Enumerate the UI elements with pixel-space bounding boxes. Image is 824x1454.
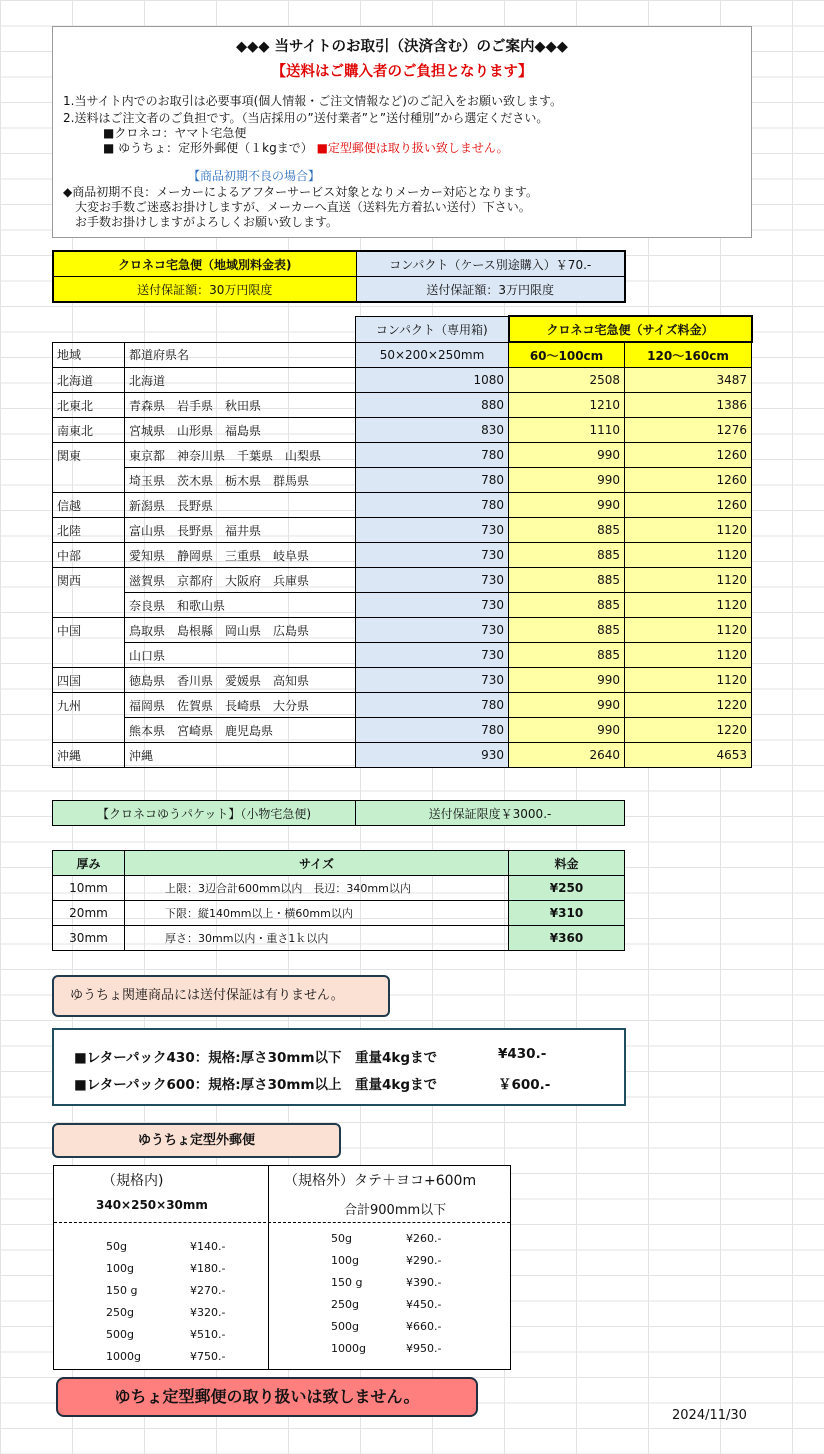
rate-row bbox=[53, 443, 752, 468]
teikei-title: ゆうちょ定型外郵便 bbox=[52, 1123, 341, 1158]
info-subtitle: 【送料はご購入者のご負担となります】 bbox=[271, 64, 533, 80]
rate-size-a: 885 bbox=[509, 643, 625, 668]
letterpack-box bbox=[52, 1028, 626, 1106]
header-size-a: 60～100cm bbox=[509, 342, 625, 368]
letterpack-430 bbox=[74, 1046, 547, 1066]
rate-region bbox=[53, 593, 125, 618]
packet-price: ¥250 bbox=[509, 876, 625, 901]
kuroneko-title: クロネコ宅急便（地域別料金表) bbox=[53, 251, 356, 277]
rate-size-b: 1276 bbox=[625, 418, 752, 443]
header-prefecture: 都道府県名 bbox=[125, 342, 356, 368]
teikei-out-price: ¥260.- bbox=[406, 1232, 442, 1245]
teikei-out-size: 合計900mm以下 bbox=[344, 1203, 447, 1218]
rate-prefectures: 沖縄 bbox=[125, 743, 356, 768]
rate-compact: 780 bbox=[356, 468, 509, 493]
rate-prefectures: 東京都 神奈川県 千葉県 山梨県 bbox=[125, 443, 356, 468]
rate-region bbox=[53, 643, 125, 668]
teikei-in-title: （規格内) bbox=[102, 1173, 164, 1189]
rate-size-b: 1120 bbox=[625, 668, 752, 693]
teikei-out-weight: 150 g bbox=[331, 1276, 363, 1289]
rate-prefectures: 愛知県 静岡県 三重県 岐阜県 bbox=[125, 543, 356, 568]
rate-size-b: 1220 bbox=[625, 718, 752, 743]
letterpack-430-price: ¥430.- bbox=[498, 1046, 547, 1062]
teikei-in-price: ¥140.- bbox=[190, 1240, 226, 1253]
letterpack-430-label: ■レターパック430：規格:厚さ30mm以下 重量4kgまで bbox=[74, 1050, 438, 1066]
rate-compact: 930 bbox=[356, 743, 509, 768]
rate-region: 関東 bbox=[53, 443, 125, 468]
teikei-in-weight: 50g bbox=[106, 1240, 127, 1253]
teikei-in-weight: 1000g bbox=[106, 1350, 141, 1363]
rate-size-a: 990 bbox=[509, 443, 625, 468]
packet-row bbox=[53, 876, 625, 901]
packet-price: ¥360 bbox=[509, 926, 625, 951]
rate-prefectures: 福岡県 佐賀県 長崎県 大分県 bbox=[125, 693, 356, 718]
packet-size: 厚さ：30mm以内・重さ1ｋ以内 bbox=[125, 926, 509, 951]
teikei-out-price: ¥450.- bbox=[406, 1298, 442, 1311]
teikei-in-weight: 150 g bbox=[106, 1284, 138, 1297]
teikei-out-weight: 1000g bbox=[331, 1342, 366, 1355]
rate-size-a: 2640 bbox=[509, 743, 625, 768]
rate-compact: 780 bbox=[356, 693, 509, 718]
info-line-1: 1.当サイト内でのお取引は必要事項(個人情報・ご注文情報など)のご記入をお願い致します。 bbox=[63, 94, 563, 108]
rate-region: 北東北 bbox=[53, 393, 125, 418]
rate-region: 中国 bbox=[53, 618, 125, 643]
packet-header-price: 料金 bbox=[509, 851, 625, 876]
rate-prefectures: 埼玉県 茨木県 栃木県 群馬県 bbox=[125, 468, 356, 493]
rate-region: 中部 bbox=[53, 543, 125, 568]
packet-header-size: サイズ bbox=[125, 851, 509, 876]
rate-size-b: 1120 bbox=[625, 518, 752, 543]
rate-size-a: 1210 bbox=[509, 393, 625, 418]
rate-row bbox=[53, 668, 752, 693]
rate-region: 九州 bbox=[53, 693, 125, 718]
rate-prefectures: 熊本県 宮崎県 鹿児島県 bbox=[125, 718, 356, 743]
letterpack-600 bbox=[74, 1073, 551, 1093]
rate-region: 南東北 bbox=[53, 418, 125, 443]
packet-size: 下限：縦140mm以上・横60mm以内 bbox=[125, 901, 509, 926]
rate-region: 四国 bbox=[53, 668, 125, 693]
info-line-2: 2.送料はご注文者のご負担です。（当店採用の”送付業者”と”送付種別”から選定ください。 bbox=[63, 111, 549, 125]
rate-size-b: 1260 bbox=[625, 443, 752, 468]
teikei-out-weight: 500g bbox=[331, 1320, 359, 1333]
header-compact: コンパクト（専用箱) bbox=[356, 316, 509, 342]
header-kuroneko: クロネコ宅急便（サイズ料金） bbox=[509, 316, 752, 342]
rate-row bbox=[53, 393, 752, 418]
info-line-7: 大変お手数ご迷惑お掛けしますが、メーカーへ直送（送料先方着払い送付）下さい。 bbox=[75, 200, 531, 214]
rate-compact: 1080 bbox=[356, 368, 509, 393]
rate-compact: 880 bbox=[356, 393, 509, 418]
rate-size-a: 885 bbox=[509, 568, 625, 593]
header-region: 地域 bbox=[53, 342, 125, 368]
rate-region bbox=[53, 718, 125, 743]
rate-size-b: 1260 bbox=[625, 493, 752, 518]
info-line-4 bbox=[103, 139, 509, 156]
rate-prefectures: 青森県 岩手県 秋田県 bbox=[125, 393, 356, 418]
date-label: 2024/11/30 bbox=[672, 1408, 747, 1423]
rate-row bbox=[53, 543, 752, 568]
packet-header bbox=[52, 800, 625, 826]
rate-size-a: 885 bbox=[509, 593, 625, 618]
rate-row bbox=[53, 418, 752, 443]
teikei-in-price: ¥180.- bbox=[190, 1262, 226, 1275]
packet-price: ¥310 bbox=[509, 901, 625, 926]
rate-compact: 730 bbox=[356, 643, 509, 668]
rate-row bbox=[53, 643, 752, 668]
teikei-in-weight: 500g bbox=[106, 1328, 134, 1341]
teikei-in-price: ¥510.- bbox=[190, 1328, 226, 1341]
rate-compact: 730 bbox=[356, 518, 509, 543]
rate-size-a: 1110 bbox=[509, 418, 625, 443]
teikei-in-price: ¥320.- bbox=[190, 1306, 226, 1319]
teikei-warning: ゆちょ定型郵便の取り扱いは致しません。 bbox=[56, 1377, 478, 1417]
teikei-in-size: 340×250×30mm bbox=[96, 1198, 208, 1212]
rate-prefectures: 富山県 長野県 福井県 bbox=[125, 518, 356, 543]
rate-size-a: 990 bbox=[509, 468, 625, 493]
teikei-out-weight: 50g bbox=[331, 1232, 352, 1245]
info-line-6: ◆商品初期不良：メーカーによるアフターサービス対象となりメーカー対応となります。 bbox=[63, 185, 538, 199]
letterpack-600-label: ■レターパック600：規格:厚さ30mm以上 重量4kgまで bbox=[74, 1077, 438, 1093]
packet-guarantee: 送付保証限度￥3000.- bbox=[356, 801, 625, 826]
teikei-box bbox=[53, 1165, 511, 1370]
rate-size-b: 1386 bbox=[625, 393, 752, 418]
rate-size-a: 990 bbox=[509, 668, 625, 693]
rate-compact: 730 bbox=[356, 593, 509, 618]
packet-row bbox=[53, 926, 625, 951]
letterpack-600-price: ￥600.- bbox=[498, 1077, 551, 1093]
rate-prefectures: 滋賀県 京都府 大阪府 兵庫県 bbox=[125, 568, 356, 593]
rate-size-a: 885 bbox=[509, 518, 625, 543]
rate-size-b: 4653 bbox=[625, 743, 752, 768]
rate-region: 信越 bbox=[53, 493, 125, 518]
packet-thickness: 30mm bbox=[53, 926, 125, 951]
teikei-out-price: ¥290.- bbox=[406, 1254, 442, 1267]
rate-prefectures: 山口県 bbox=[125, 643, 356, 668]
kuroneko-guarantee: 送付保証額：30万円限度 bbox=[53, 277, 356, 303]
teikei-in-weight: 100g bbox=[106, 1262, 134, 1275]
rate-prefectures: 北海道 bbox=[125, 368, 356, 393]
packet-table bbox=[52, 850, 625, 951]
rate-compact: 730 bbox=[356, 568, 509, 593]
compact-guarantee: 送付保証額：3万円限度 bbox=[356, 277, 625, 303]
rate-compact: 780 bbox=[356, 718, 509, 743]
rates-table bbox=[52, 315, 753, 768]
rate-row bbox=[53, 518, 752, 543]
rate-region: 沖縄 bbox=[53, 743, 125, 768]
packet-header-thickness: 厚み bbox=[53, 851, 125, 876]
rate-size-a: 990 bbox=[509, 493, 625, 518]
teikei-out-price: ¥660.- bbox=[406, 1320, 442, 1333]
teikei-dash-line bbox=[54, 1222, 510, 1223]
rate-compact: 830 bbox=[356, 418, 509, 443]
rate-size-b: 1260 bbox=[625, 468, 752, 493]
yucho-guarantee-notice: ゆうちょ関連商品には送付保証は有りません。 bbox=[52, 975, 390, 1017]
info-title: ◆◆◆ 当サイトのお取引（決済含む）のご案内◆◆◆ bbox=[236, 39, 568, 55]
packet-thickness: 10mm bbox=[53, 876, 125, 901]
rate-row bbox=[53, 593, 752, 618]
info-line-4a: ■ ゆうちょ：定形外郵便（１kgまで） bbox=[103, 141, 313, 155]
header-size-b: 120～160cm bbox=[625, 342, 752, 368]
packet-thickness: 20mm bbox=[53, 901, 125, 926]
rate-size-a: 885 bbox=[509, 543, 625, 568]
packet-size: 上限：3辺合計600mm以内 長辺：340mm以内 bbox=[125, 876, 509, 901]
teikei-in-price: ¥750.- bbox=[190, 1350, 226, 1363]
rate-compact: 730 bbox=[356, 618, 509, 643]
rate-size-a: 990 bbox=[509, 693, 625, 718]
packet-row bbox=[53, 901, 625, 926]
rate-region: 関西 bbox=[53, 568, 125, 593]
rate-prefectures: 鳥取県 島根縣 岡山県 広島県 bbox=[125, 618, 356, 643]
teikei-in-price: ¥270.- bbox=[190, 1284, 226, 1297]
info-line-4b: ■定型郵便は取り扱い致しません。 bbox=[316, 141, 509, 155]
rate-size-a: 990 bbox=[509, 718, 625, 743]
compact-title: コンパクト（ケース別途購入）￥70.- bbox=[356, 251, 625, 277]
rate-size-b: 1120 bbox=[625, 543, 752, 568]
rate-prefectures: 宮城県 山形県 福島県 bbox=[125, 418, 356, 443]
rate-size-b: 1120 bbox=[625, 568, 752, 593]
rate-size-b: 1120 bbox=[625, 618, 752, 643]
rate-region: 北陸 bbox=[53, 518, 125, 543]
rate-size-b: 1220 bbox=[625, 693, 752, 718]
info-line-8: お手数お掛けしますがよろしくお願い致します。 bbox=[75, 215, 339, 229]
rate-prefectures: 奈良県 和歌山県 bbox=[125, 593, 356, 618]
info-line-3: ■クロネコ：ヤマト宅急便 bbox=[103, 126, 247, 140]
rate-compact: 730 bbox=[356, 543, 509, 568]
rate-row bbox=[53, 493, 752, 518]
rate-size-a: 2508 bbox=[509, 368, 625, 393]
rate-size-b: 3487 bbox=[625, 368, 752, 393]
rate-row bbox=[53, 718, 752, 743]
rate-size-b: 1120 bbox=[625, 643, 752, 668]
rate-prefectures: 新潟県 長野県 bbox=[125, 493, 356, 518]
rate-region: 北海道 bbox=[53, 368, 125, 393]
rate-compact: 730 bbox=[356, 668, 509, 693]
rate-size-b: 1120 bbox=[625, 593, 752, 618]
rate-row bbox=[53, 743, 752, 768]
rate-compact: 780 bbox=[356, 443, 509, 468]
rate-prefectures: 徳島県 香川県 愛媛県 高知県 bbox=[125, 668, 356, 693]
packet-title: 【クロネコゆうパケット】（小物宅急便) bbox=[53, 801, 356, 826]
rate-row bbox=[53, 468, 752, 493]
teikei-out-price: ¥950.- bbox=[406, 1342, 442, 1355]
rate-row bbox=[53, 693, 752, 718]
teikei-out-weight: 250g bbox=[331, 1298, 359, 1311]
rate-row bbox=[53, 618, 752, 643]
teikei-divider bbox=[268, 1166, 269, 1369]
rate-size-a: 885 bbox=[509, 618, 625, 643]
info-line-5: 【商品初期不良の場合】 bbox=[188, 169, 321, 183]
teikei-in-weight: 250g bbox=[106, 1306, 134, 1319]
summary-table bbox=[52, 250, 626, 303]
teikei-out-title: （規格外）タテ＋ヨコ+600m bbox=[284, 1173, 477, 1189]
rate-compact: 780 bbox=[356, 493, 509, 518]
teikei-out-price: ¥390.- bbox=[406, 1276, 442, 1289]
info-box bbox=[52, 26, 752, 238]
header-size-compact: 50×200×250mm bbox=[356, 342, 509, 368]
rate-region bbox=[53, 468, 125, 493]
teikei-out-weight: 100g bbox=[331, 1254, 359, 1267]
rate-row bbox=[53, 368, 752, 393]
rate-row bbox=[53, 568, 752, 593]
